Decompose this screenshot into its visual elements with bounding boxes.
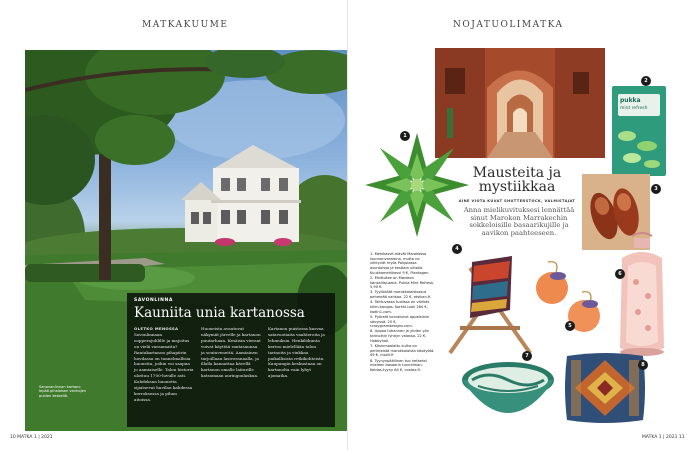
item-badge-2: 2 — [641, 76, 651, 86]
item-badge-6: 6 — [615, 269, 625, 279]
feature-credit: AINE VIOTA KUVAT SHUTTERSTOCK, VALMISTAJAT — [458, 199, 576, 203]
item-badge-7: 7 — [522, 351, 532, 361]
section-title-right: NOJATUOLIMATKA — [453, 20, 564, 30]
article-headline: Kauniita unia kartanossa — [134, 305, 305, 321]
article-body-2: Huoneista avautuvat näkymät järvelle ja kartanon puutarhaan. Kesäisin vieraat voivat käyttää rantasaunaa ja soutuvenettä. Aamiainen tarjoillaan lasiverannalla, ja illalla kannattaa kävellä kartanon omalle laiturille katsomaan auringonlaskua. — [201, 326, 261, 379]
item-badge-5: 5 — [565, 321, 575, 331]
tea-name: mint refresh — [620, 106, 648, 111]
list-item: 2. Minttutee on Marokon kansallisjuoma. Pukka Mint Refresh, 5,90 €. — [370, 275, 435, 290]
article-kicker: SAVONLINNA — [134, 298, 173, 303]
page-number-left: 10 MATKA 1 | 2021 — [10, 435, 53, 440]
list-item: 8. Tyynynpäällinen tuo hetkeksi mieleen basaarin tunnelman. Keidas-tyyny 64 €, costeo.fi. — [370, 358, 427, 372]
page-number-right: MATKA 1 | 2021 11 — [642, 435, 685, 440]
article-columns — [134, 326, 328, 403]
spread-gutter — [347, 0, 348, 450]
item-badge-3: 3 — [651, 184, 661, 194]
bowl-icon — [458, 356, 558, 426]
tea-brand: pukka — [620, 97, 641, 104]
mint-leaves-icon — [612, 116, 666, 176]
feature-lead: Anna mielikuvituksesi lennättää sinut Marokon Marrakechin sokkeloisille basaarikujille ja aavikon paahteeseen. — [463, 206, 575, 237]
pillow-icon — [563, 350, 647, 426]
list-item: 4. Taittuvassa tuolissa on värikäs kilim-kangas. Korkki-tuoli 284 €, kodin1.com. — [370, 300, 430, 314]
lantern-icon — [614, 232, 670, 360]
folding-chair-photo — [440, 248, 540, 358]
list-item: 7. Käsinmaalattu kulho on perinteistä marokkolaista käsityötä. 49 €, moiiii.fi — [370, 344, 435, 358]
item-badge-8: 8 — [638, 360, 648, 370]
article-body-1: Savonlinnaan oopperajuhlille ja majoitus on vielä varaamatta? Rantakartanon pihapiirin huvilassa on tunnelmallisia huoneita, joihin voi saapua jo aamiaiselle. Talon historia ulottuu 1700-luvulle asti. Kahdeksan huonetta sijaitsevat huvilan kahdessa kerroksessa ja pihan aitoissa. — [134, 331, 194, 402]
article-lead: OLETKO MENOSSA — [134, 326, 179, 331]
list-item: 1. Mehikasvit elävät Marokossa luonnonvaraisina, mutta ne viihtyvät myös Pohjolassa asuntoissa ja kesäisin pihalla. Kuukkamehikasvi 9 €, Plantagen. — [370, 252, 430, 275]
section-title-left: MATKAKUUME — [142, 20, 229, 30]
item-badge-1: 1 — [400, 131, 410, 141]
lantern-photo — [614, 232, 670, 360]
article-column-2 — [201, 326, 261, 403]
list-item: 6. Uppoa tuhannen ja yhden yön tarinoihin lyhdyn valossa. 22 €, Hobbyhall. — [370, 329, 429, 343]
list-item: 3. Tyylikkäät marokkolaistossut pehmeää nahkaa. 22 €, etsikan.fi. — [370, 290, 432, 300]
photo-caption: Sanovanlinnan kartano lepää pihalaisen vanhojen puiden keskellä. — [39, 385, 87, 398]
article-column-1 — [134, 326, 194, 403]
item-badge-4: 4 — [452, 244, 462, 254]
article-body-3: Kartanon puistossa kasvaa satavuotiaita vaahteroita ja lehmuksia. Henkilökunta kertoo mielellään talon tarinoita ja vinkkaa paikallisista retkikohteista. Kaupungin keskustaan on kartanolta vain lyhyt ajomatka. — [268, 326, 325, 379]
article-column-3 — [268, 326, 328, 403]
pillow-photo — [563, 350, 647, 426]
article-box — [127, 293, 335, 427]
item-list — [370, 252, 436, 373]
feature-title-line-1: Mausteita ja — [472, 165, 562, 181]
list-item: 5. Pyöreät korvakorut appelsiinin sävyissä. 20 €, crazygramdesigns.com. — [370, 314, 430, 329]
feature-title — [456, 166, 578, 194]
chair-icon — [440, 248, 540, 358]
tea-box — [612, 86, 666, 176]
bowl-photo — [458, 356, 558, 426]
feature-title-line-2: mystiikkaa — [478, 179, 556, 195]
